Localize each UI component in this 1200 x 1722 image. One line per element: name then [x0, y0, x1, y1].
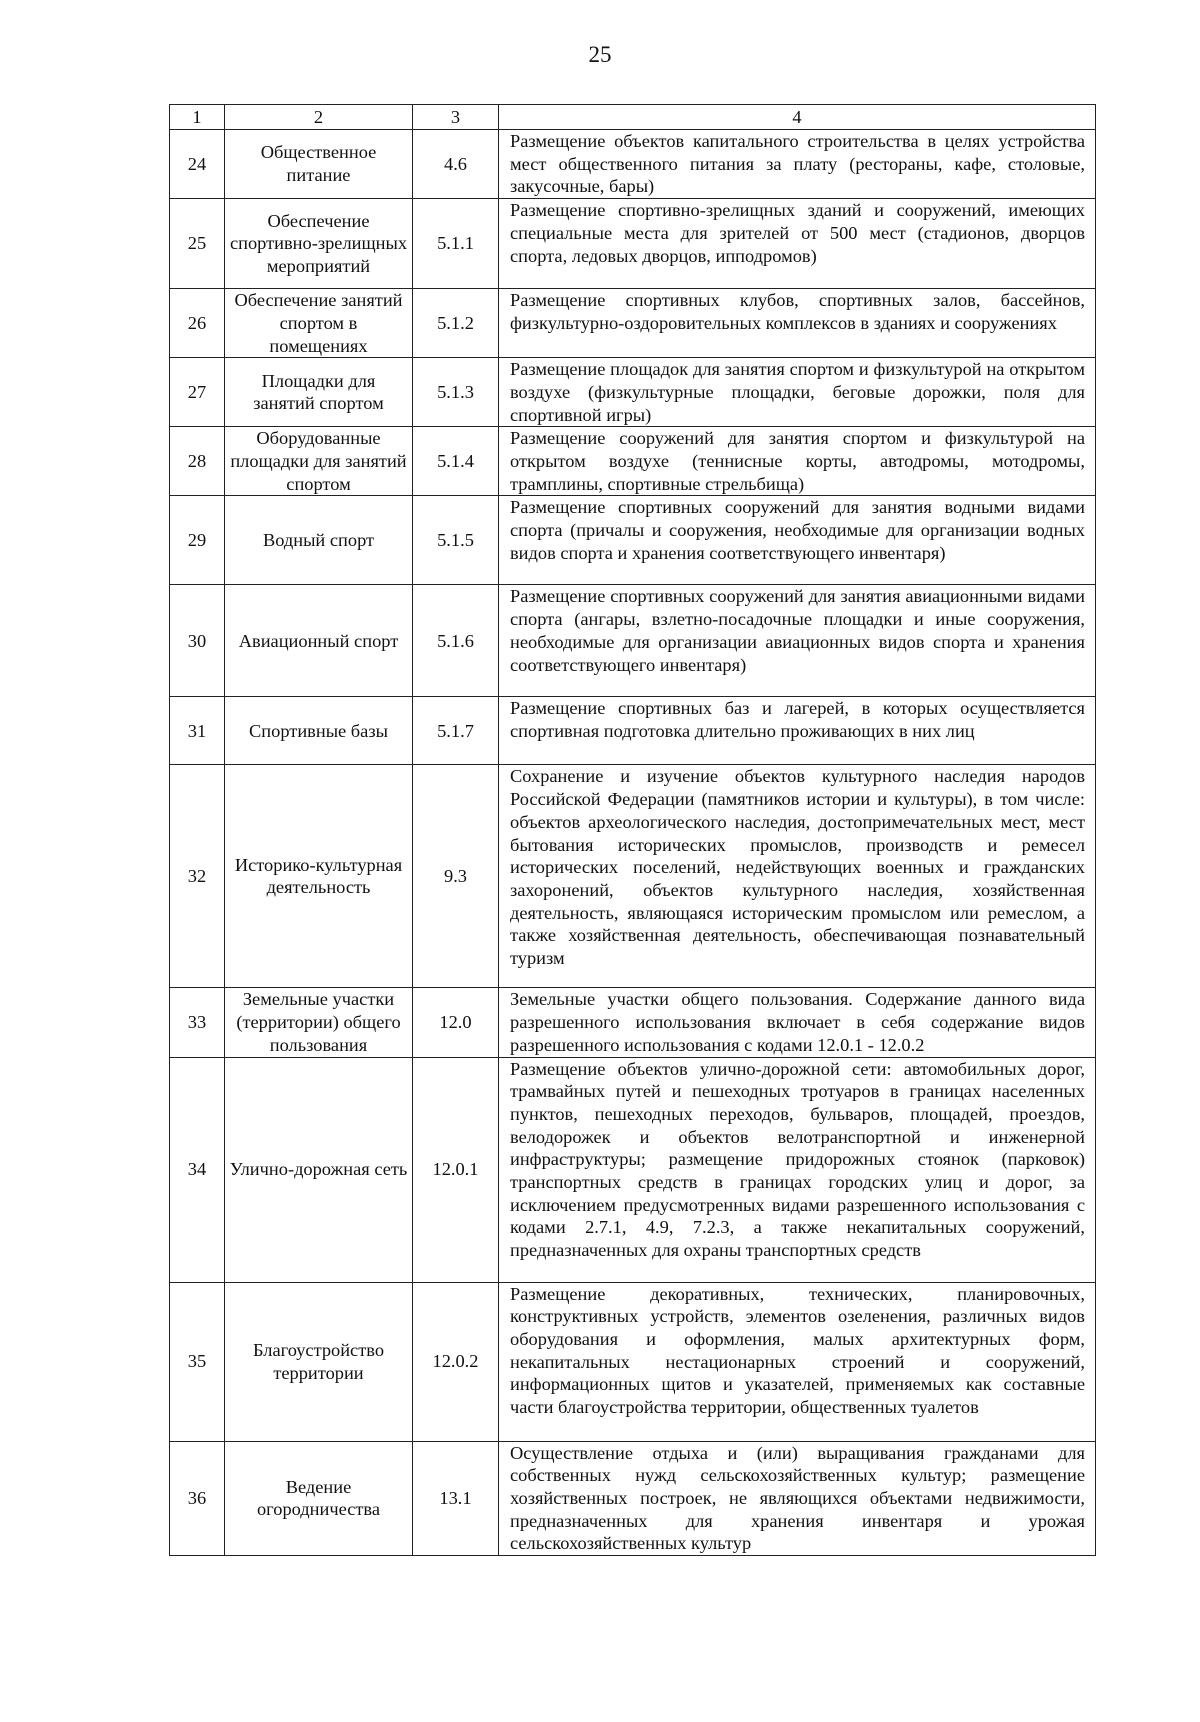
table-row — [170, 988, 1096, 1057]
row-name: Ведение огородничества — [225, 1441, 413, 1556]
row-code: 5.1.3 — [413, 358, 499, 427]
row-number: 27 — [170, 358, 225, 427]
row-name: Оборудованные площадки для занятий спортом — [225, 427, 413, 496]
row-code: 5.1.2 — [413, 289, 499, 358]
row-number: 25 — [170, 199, 225, 289]
row-name: Земельные участки (территории) общего пользования — [225, 988, 413, 1057]
row-number: 30 — [170, 585, 225, 697]
table-row — [170, 1441, 1096, 1556]
table-row — [170, 130, 1096, 199]
header-col-3: 3 — [413, 105, 499, 130]
row-name: Площадки для занятий спортом — [225, 358, 413, 427]
row-number: 35 — [170, 1282, 225, 1441]
table-row — [170, 585, 1096, 697]
row-code: 12.0 — [413, 988, 499, 1057]
header-col-4: 4 — [499, 105, 1096, 130]
row-description: Размещение декоративных, технических, планировочных, конструктивных устройств, элементов озеленения, различных видов оборудования и оформления, малых архитектурных форм, некапитальных нестационарных строений и сооружений, информационных щитов и указателей, применяемых как составные части благоустройства территории, общественных туалетов — [499, 1282, 1096, 1441]
table-row — [170, 289, 1096, 358]
row-description: Размещение спортивных сооружений для занятия водными видами спорта (причалы и сооружения, необходимые для организации водных видов спорта и хранения соответствующего инвентаря) — [499, 496, 1096, 585]
row-code: 5.1.1 — [413, 199, 499, 289]
row-code: 5.1.7 — [413, 697, 499, 765]
row-name: Авиационный спорт — [225, 585, 413, 697]
row-name: Обеспечение спортивно-зрелищных мероприятий — [225, 199, 413, 289]
row-name: Улично-дорожная сеть — [225, 1057, 413, 1282]
row-description: Размещение спортивно-зрелищных зданий и сооружений, имеющих специальные места для зрителей от 500 мест (стадионов, дворцов спорта, ледовых дворцов, ипподромов) — [499, 199, 1096, 289]
row-code: 5.1.5 — [413, 496, 499, 585]
row-description: Сохранение и изучение объектов культурного наследия народов Российской Федерации (памятников истории и культуры), в том числе: объектов археологического наследия, достопримечательных мест, мест бытования исторических промыслов, производств и ремесел исторических поселений, недействующих военных и гражданских захоронений, объектов культурного наследия, хозяйственная деятельность, являющаяся историческим промыслом или ремеслом, а также хозяйственная деятельность, обеспечивающая познавательный туризм — [499, 765, 1096, 988]
table-row — [170, 358, 1096, 427]
row-description: Размещение сооружений для занятия спортом и физкультурой на открытом воздухе (теннисные корты, автодромы, мотодромы, трамплины, спортивные стрельбища) — [499, 427, 1096, 496]
table-row — [170, 427, 1096, 496]
row-code: 5.1.6 — [413, 585, 499, 697]
table-row — [170, 1057, 1096, 1282]
row-number: 28 — [170, 427, 225, 496]
table-row — [170, 765, 1096, 988]
table-row — [170, 496, 1096, 585]
row-number: 36 — [170, 1441, 225, 1556]
row-description: Размещение спортивных баз и лагерей, в которых осуществляется спортивная подготовка длительно проживающих в них лиц — [499, 697, 1096, 765]
row-number: 29 — [170, 496, 225, 585]
row-name: Историко-культурная деятельность — [225, 765, 413, 988]
header-col-1: 1 — [170, 105, 225, 130]
row-name: Спортивные базы — [225, 697, 413, 765]
header-col-2: 2 — [225, 105, 413, 130]
row-description: Размещение объектов улично-дорожной сети: автомобильных дорог, трамвайных путей и пешеходных тротуаров в границах населенных пунктов, пешеходных переходов, бульваров, площадей, проездов, велодорожек и объектов велотранспортной и инженерной инфраструктуры; размещение придорожных стоянок (парковок) транспортных средств в границах городских улиц и дорог, за исключением предусмотренных видами разрешенного использования с кодами 2.7.1, 4.9, 7.2.3, а также некапитальных сооружений, предназначенных для охраны транспортных средств — [499, 1057, 1096, 1282]
row-description: Размещение спортивных сооружений для занятия авиационными видами спорта (ангары, взлетно-посадочные площадки и иные сооружения, необходимые для организации авиационных видов спорта и хранения соответствующего инвентаря) — [499, 585, 1096, 697]
row-code: 12.0.1 — [413, 1057, 499, 1282]
row-description: Земельные участки общего пользования. Содержание данного вида разрешенного использования включает в себя содержание видов разрешенного использования с кодами 12.0.1 - 12.0.2 — [499, 988, 1096, 1057]
row-code: 5.1.4 — [413, 427, 499, 496]
row-code: 12.0.2 — [413, 1282, 499, 1441]
row-number: 34 — [170, 1057, 225, 1282]
row-number: 32 — [170, 765, 225, 988]
row-name: Благоустройство территории — [225, 1282, 413, 1441]
row-description: Размещение спортивных клубов, спортивных залов, бассейнов, физкультурно-оздоровительных комплексов в зданиях и сооружениях — [499, 289, 1096, 358]
table-header-row — [170, 105, 1096, 130]
table-row — [170, 1282, 1096, 1441]
row-number: 24 — [170, 130, 225, 199]
row-description: Осуществление отдыха и (или) выращивания гражданами для собственных нужд сельскохозяйственных культур; размещение хозяйственных построек, не являющихся объектами недвижимости, предназначенных для хранения инвентаря и урожая сельскохозяйственных культур — [499, 1441, 1096, 1556]
row-code: 13.1 — [413, 1441, 499, 1556]
row-code: 4.6 — [413, 130, 499, 199]
row-number: 26 — [170, 289, 225, 358]
row-name: Общественное питание — [225, 130, 413, 199]
row-name: Водный спорт — [225, 496, 413, 585]
table-row — [170, 199, 1096, 289]
row-number: 31 — [170, 697, 225, 765]
land-use-table — [169, 104, 1096, 1556]
row-code: 9.3 — [413, 765, 499, 988]
row-number: 33 — [170, 988, 225, 1057]
row-name: Обеспечение занятий спортом в помещениях — [225, 289, 413, 358]
row-description: Размещение объектов капитального строительства в целях устройства мест общественного питания за плату (рестораны, кафе, столовые, закусочные, бары) — [499, 130, 1096, 199]
table-row — [170, 697, 1096, 765]
row-description: Размещение площадок для занятия спортом и физкультурой на открытом воздухе (физкультурные площадки, беговые дорожки, поля для спортивной игры) — [499, 358, 1096, 427]
page-number: 25 — [588, 42, 612, 67]
